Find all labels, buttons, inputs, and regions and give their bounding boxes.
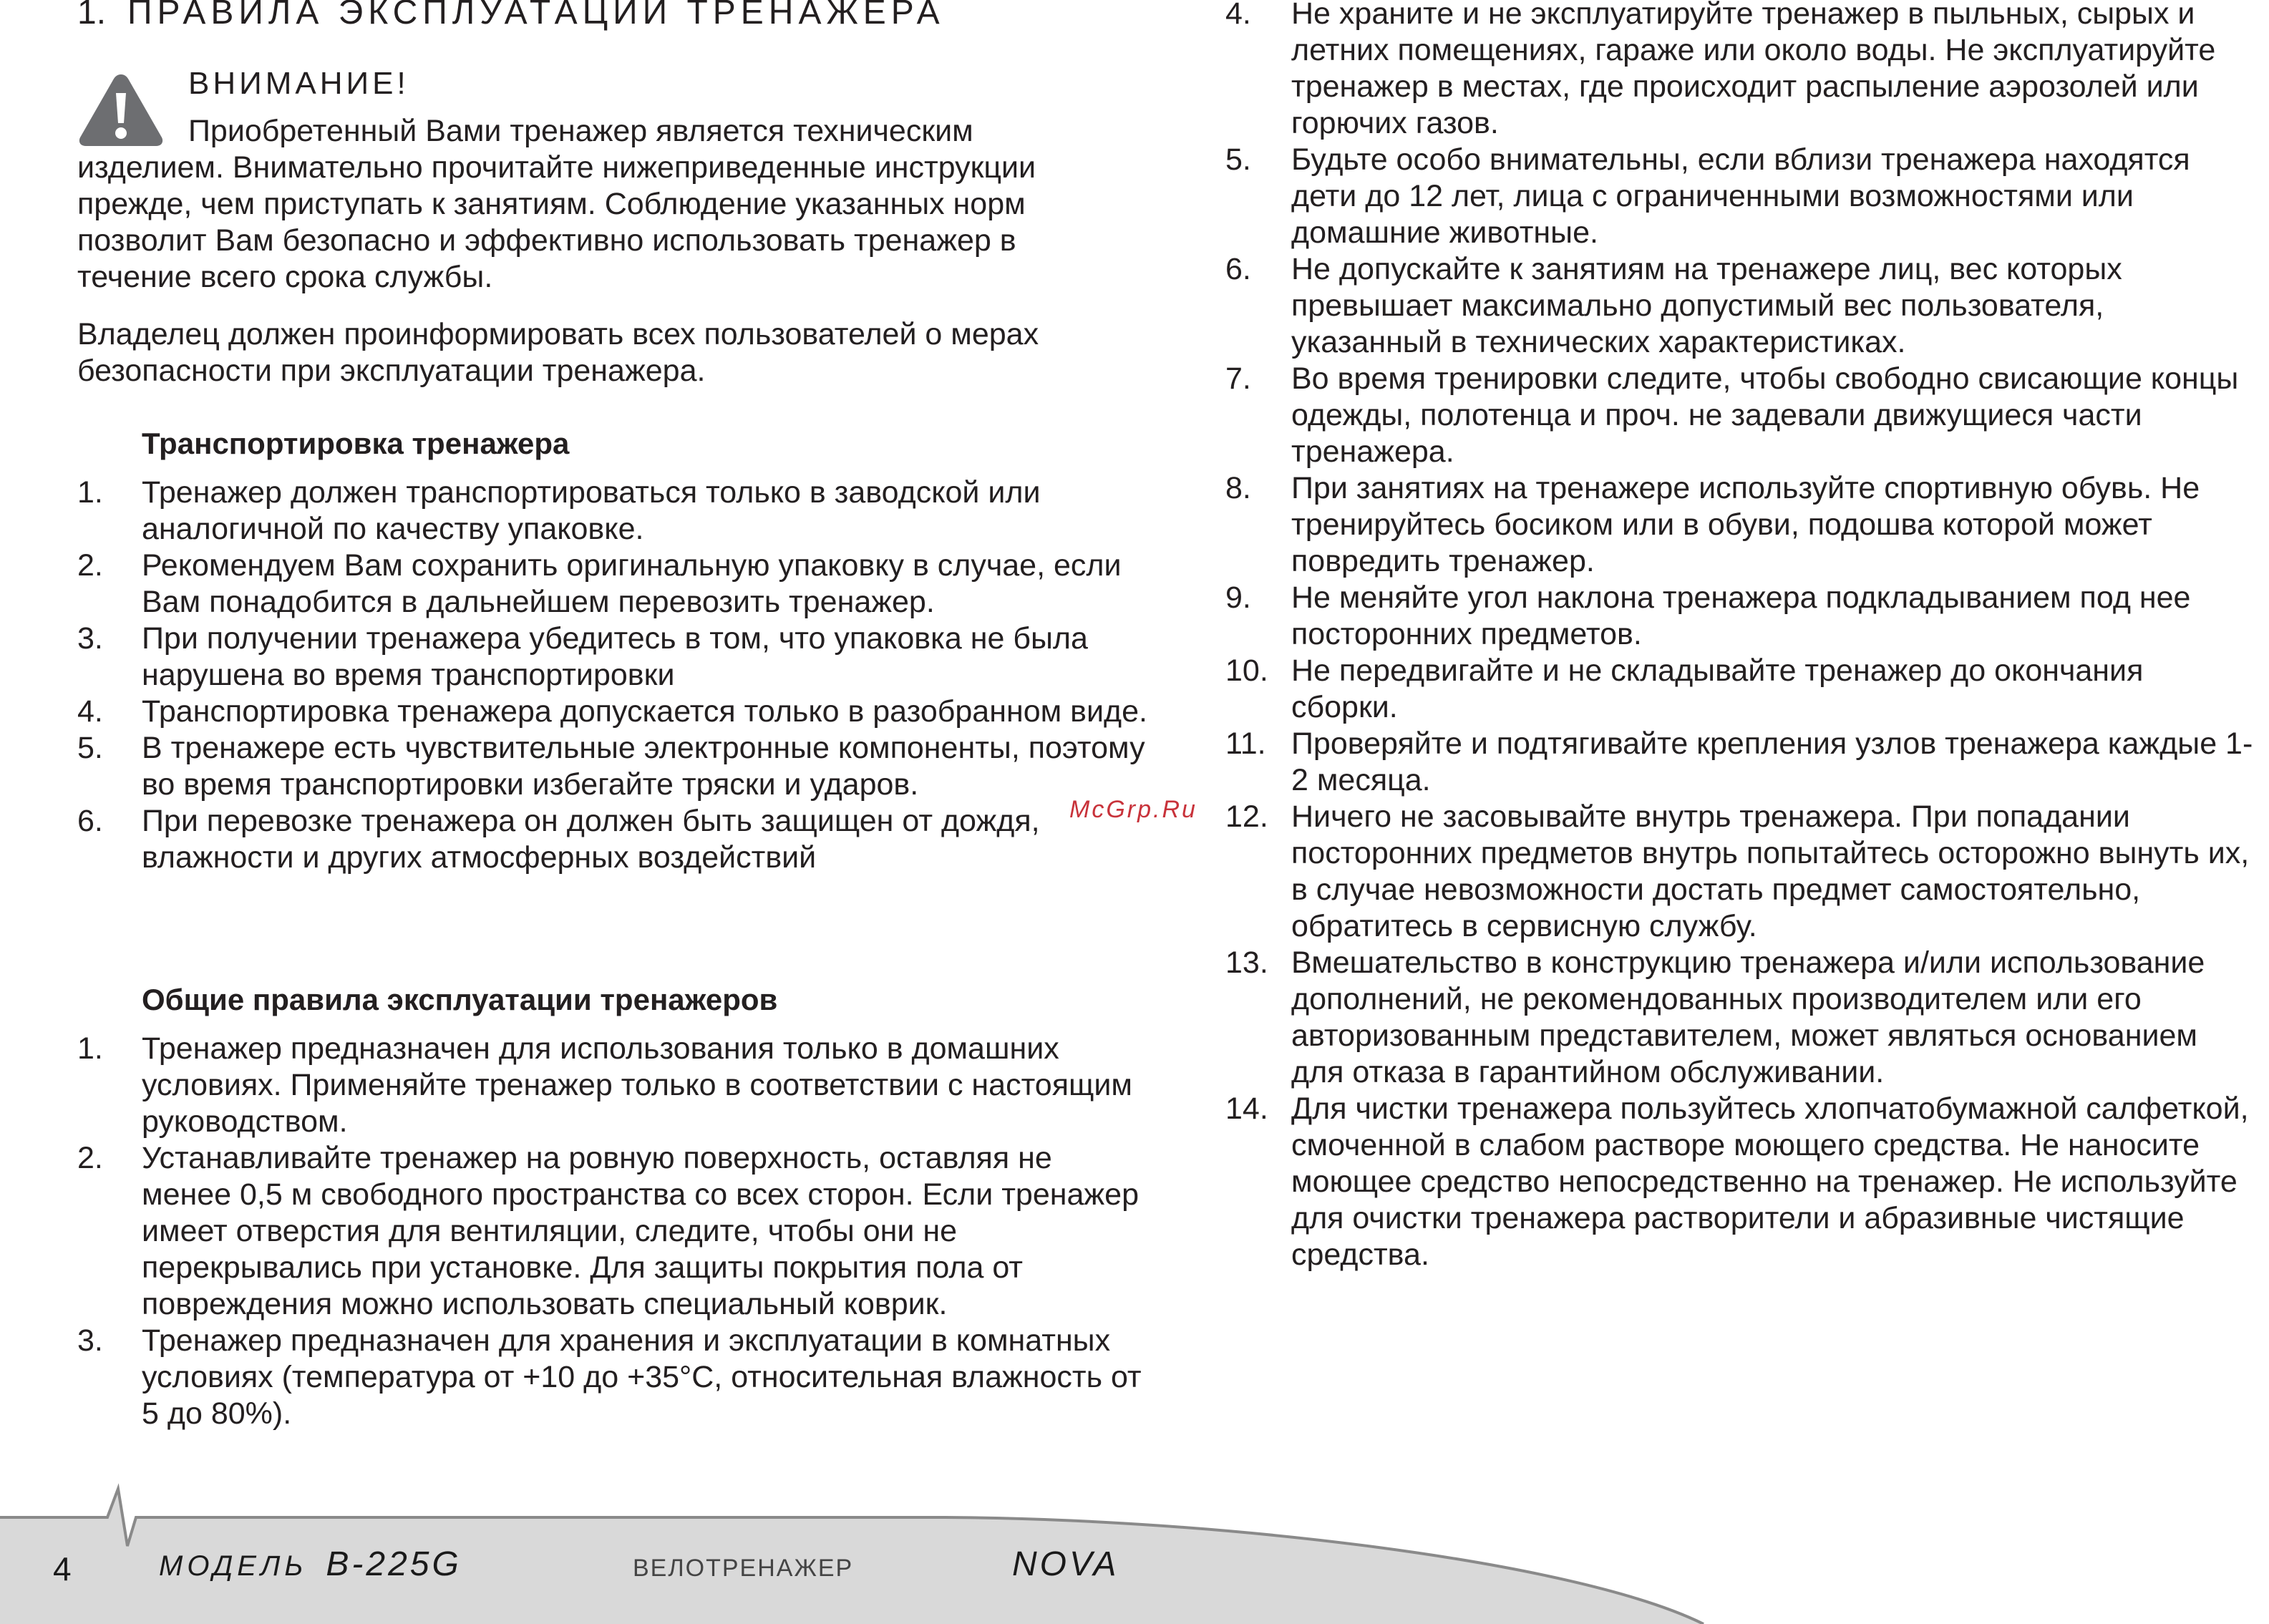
list-item: 10. Не передвигайте и не складывайте тренажер до окончания сборки. <box>1225 653 2144 724</box>
general-heading: Общие правила эксплуатации тренажеров <box>142 983 778 1016</box>
list-item: 4. Не храните и не эксплуатируйте тренажер в пыльных, сырых и летних помещениях, гараже или около воды. Не эксплуатируйте тренажер в местах, где происходит распыление аэрозолей или горючих газов. <box>1225 0 2216 140</box>
list-item: 5. Будьте особо внимательны, если вблизи тренажера находятся дети до 12 лет, лица с ограниченными возможностями или домашние животные. <box>1225 142 2190 250</box>
list-item: 12. Ничего не засовывайте внутрь тренажера. При попадании посторонних предметов внутрь попытайтесь осторожно вынуть их, в случае невозможности достать предмет самостоятельно, обратитесь в сервисную службу. <box>1225 799 2250 943</box>
general-list <box>77 1031 1144 1432</box>
section-title <box>77 0 945 32</box>
watermark: McGrp.Ru <box>1069 796 1197 823</box>
list-item: 5. В тренажере есть чувствительные электронные компоненты, поэтому во время транспортировки избегайте тряски и ударов. <box>77 731 1145 802</box>
list-item: 8. При занятиях на тренажере используйте спортивную обувь. Не тренируйтесь босиком или в обуви, подошва которой может повредить тренажер. <box>1225 471 2200 578</box>
transport-heading: Транспортировка тренажера <box>142 427 570 460</box>
section-number: 1. <box>77 0 107 31</box>
list-item: 11. Проверяйте и подтягивайте крепления узлов тренажера каждые 1-2 месяца. <box>1225 726 2253 797</box>
list-item: 14. Для чистки тренажера пользуйтесь хлопчатобумажной салфеткой, смоченной в слабом растворе моющего средства. Не наносите моющее средство непосредственно на тренажер. Не используйте для очистки тренажера растворители и абразивные чистящие средства. <box>1225 1091 2249 1272</box>
list-item: 3. При получении тренажера убедитесь в том, что упаковка не была нарушена во время транспортировки <box>77 621 1088 692</box>
list-item: 9. Не меняйте угол наклона тренажера подкладыванием под нее посторонних предметов. <box>1225 580 2191 651</box>
list-item: 3. Тренажер предназначен для хранения и эксплуатации в комнатных условиях (температура от +10 до +35°C, относительная влажность от 5 до 80%). <box>77 1323 1142 1431</box>
product-type: ВЕЛОТРЕНАЖЕР <box>633 1555 854 1582</box>
general-list-continued <box>1225 0 2256 1273</box>
warning-heading: ВНИМАНИЕ! <box>188 66 409 101</box>
warning-paragraph: Приобретенный Вами тренажер является техническим изделием. Внимательно прочитайте нижеприведенные инструкции прежде, чем приступать к занятиям. Соблюдение указанных норм позволит Вам безопасно и эффективно использовать тренажер в течение всего срока службы. <box>77 114 1036 294</box>
list-item: 1. Тренажер предназначен для использования только в домашних условиях. Применяйте тренажер только в соответствии с настоящим руководством. <box>77 1031 1132 1139</box>
list-item: 4. Транспортировка тренажера допускается только в разобранном виде. <box>77 694 1147 729</box>
model-label <box>159 1545 462 1584</box>
owner-note: Владелец должен проинформировать всех пользователей о мерах безопасности при эксплуатации тренажера. <box>77 317 1039 388</box>
list-item: 2. Устанавливайте тренажер на ровную поверхность, оставляя не менее 0,5 м свободного пространства со всех сторон. Если тренажер имеет отверстия для вентиляции, следите, чтобы они не перекрывались при установке. Для защиты покрытия пола от повреждения можно использовать специальный коврик. <box>77 1141 1140 1321</box>
brand-logo: NOVA <box>1012 1545 1119 1583</box>
model-code: B-225G <box>326 1545 462 1583</box>
model-word: МОДЕЛЬ <box>159 1550 308 1582</box>
list-item: 2. Рекомендуем Вам сохранить оригинальную упаковку в случае, если Вам понадобится в дальнейшем перевозить тренажер. <box>77 548 1122 619</box>
list-item: 7. Во время тренировки следите, чтобы свободно свисающие концы одежды, полотенца и проч. не задевали движущиеся части тренажера. <box>1225 361 2239 469</box>
page-number: 4 <box>53 1550 72 1587</box>
list-item: 1. Тренажер должен транспортироваться только в заводской или аналогичной по качеству упаковке. <box>77 475 1041 546</box>
list-item: 13. Вмешательство в конструкцию тренажера и/или использование дополнений, не рекомендованных производителем или его авторизованным представителем, может являться основанием для отказа в гарантийном обслуживании. <box>1225 945 2205 1089</box>
list-item: 6. Не допускайте к занятиям на тренажере лиц, вес которых превышает максимально допустимый вес пользователя, указанный в технических характеристиках. <box>1225 252 2122 359</box>
transport-list <box>77 475 1172 876</box>
section-title-text: ПРАВИЛА ЭКСПЛУАТАЦИИ ТРЕНАЖЕРА <box>127 0 945 31</box>
list-item: 6. При перевозке тренажера он должен быть защищен от дождя, влажности и других атмосферных воздействий <box>77 804 1040 875</box>
